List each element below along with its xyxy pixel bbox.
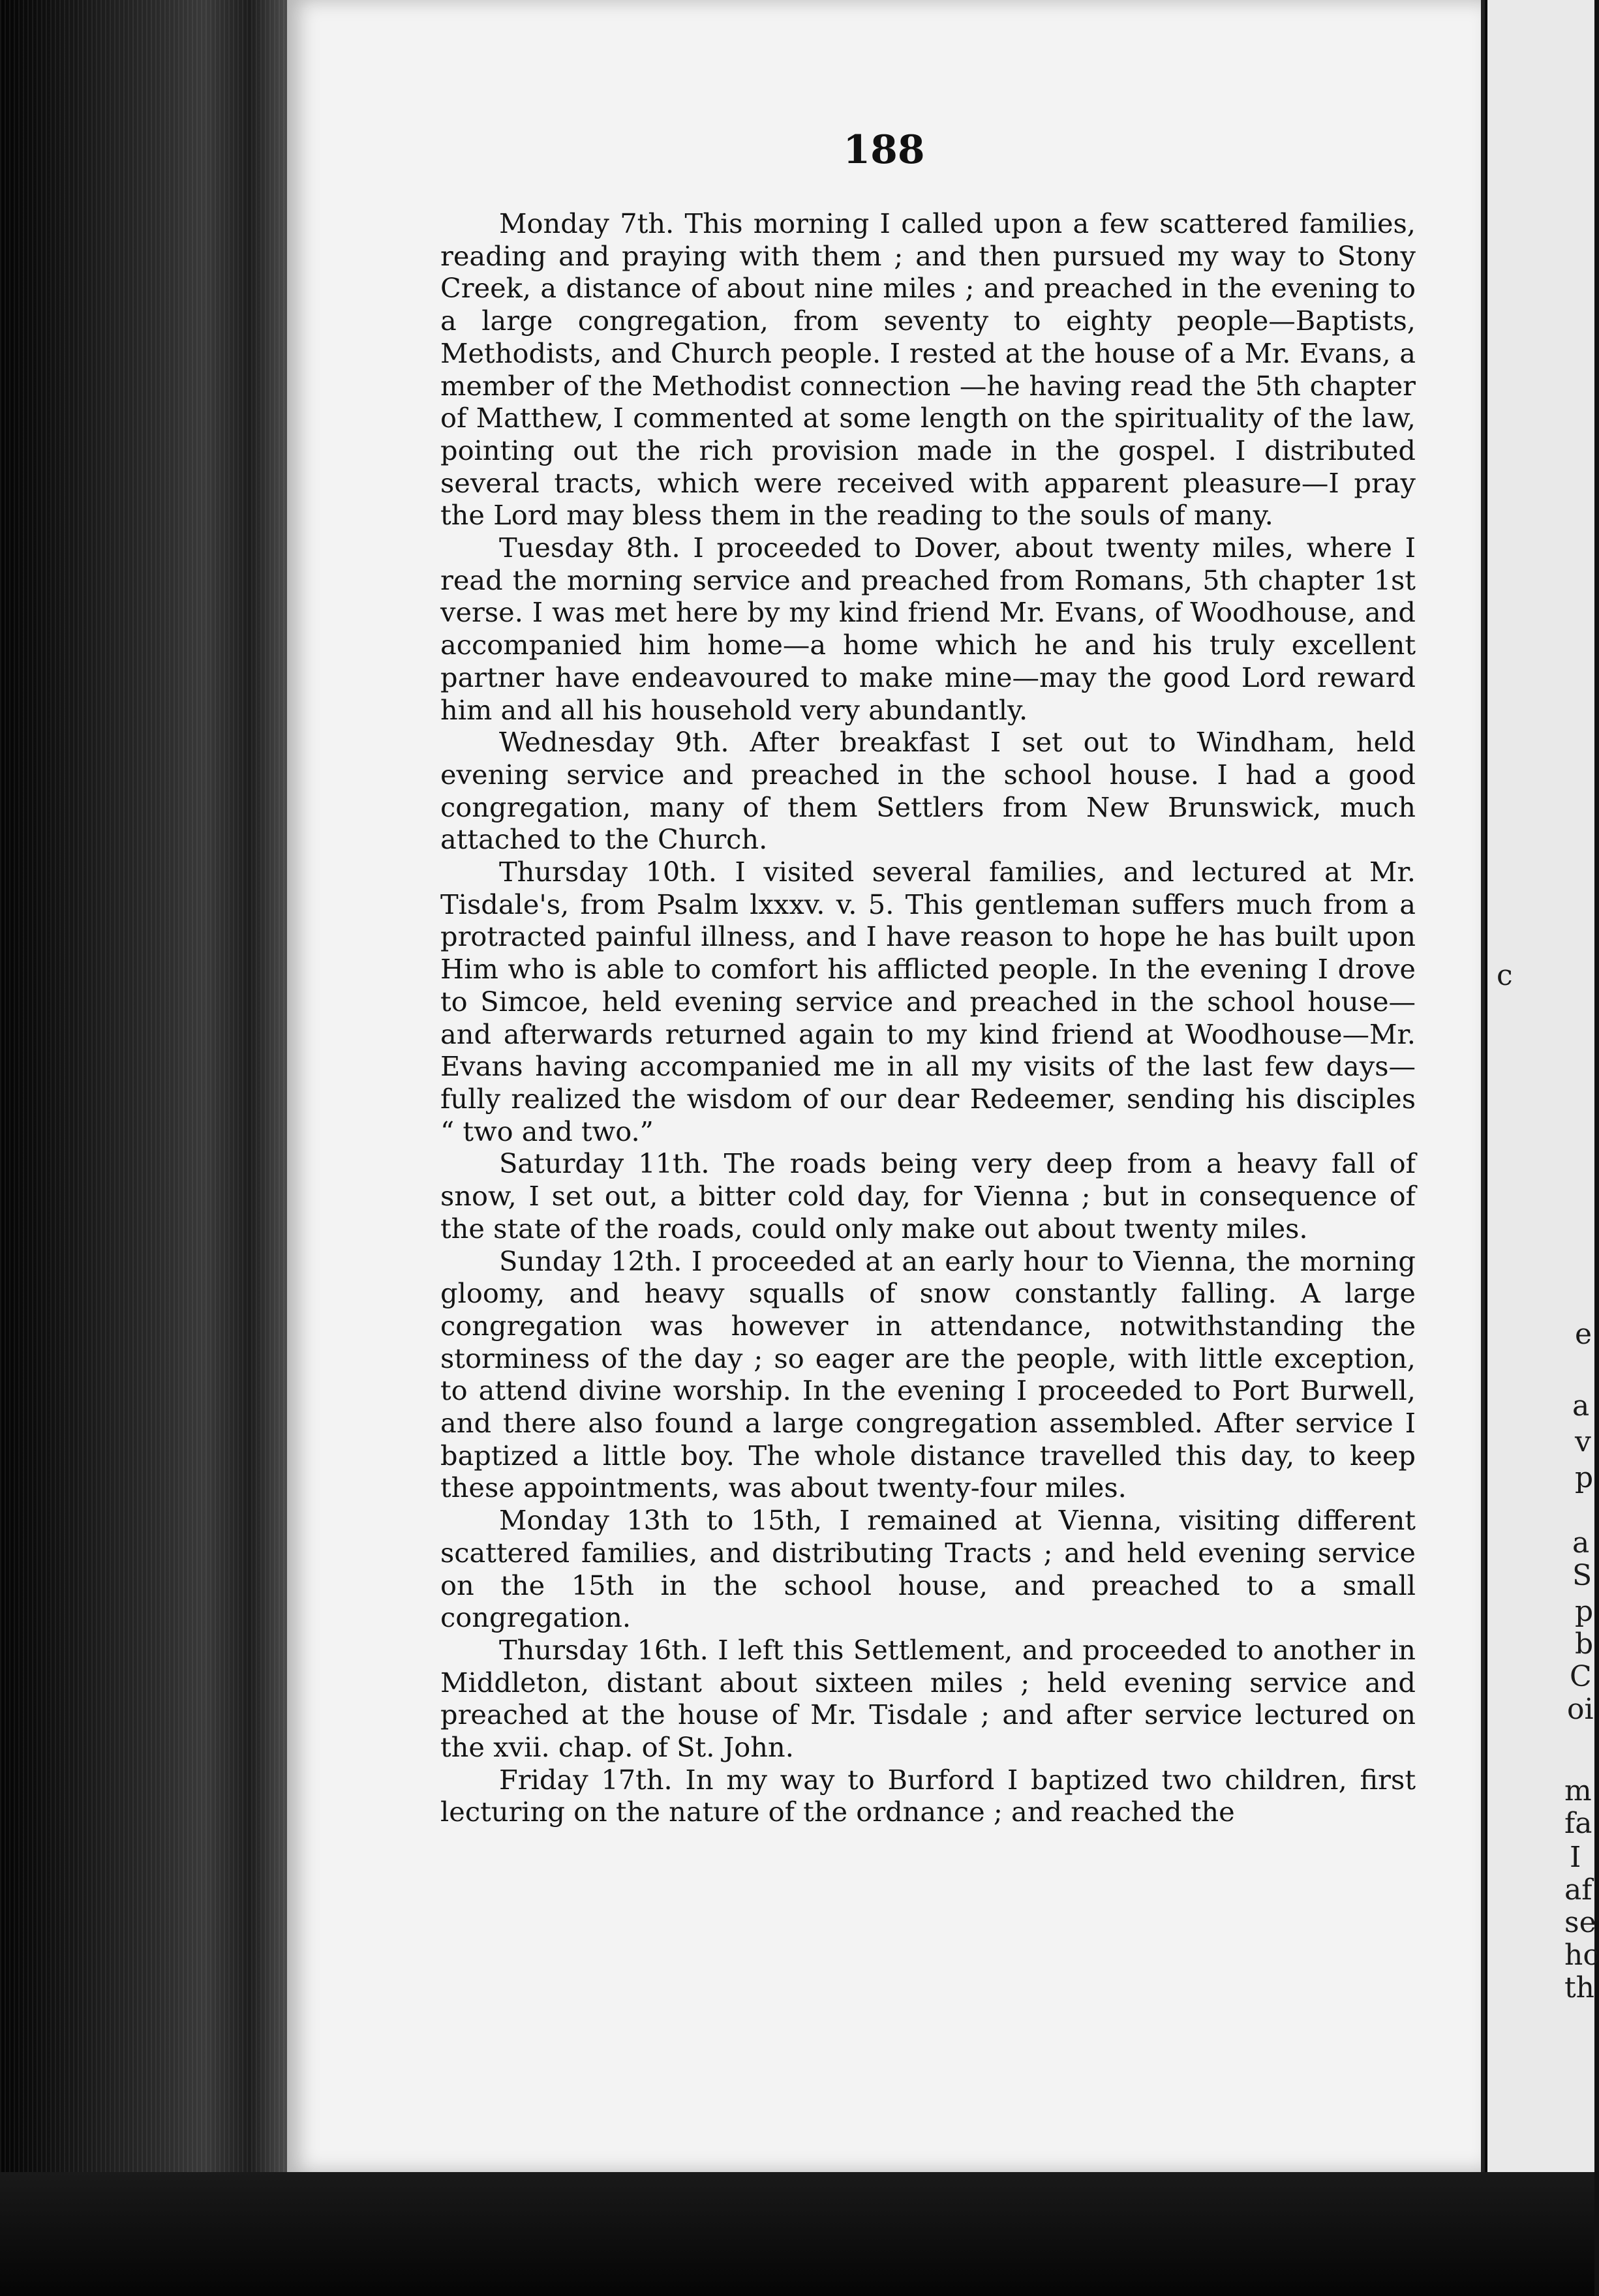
paragraph-saturday-11th: Saturday 11th. The roads being very deep from a heavy fall of snow, I set out, a bitter cold day, for Vienna ; but in consequence of the state of the roads, could only make out about twenty miles. <box>440 1147 1416 1245</box>
paragraph-friday-17th: Friday 17th. In my way to Burford I baptized two children, first lecturing on the nature of the ordnance ; and reached the <box>440 1763 1416 1828</box>
facing-fragment: th <box>1564 1971 1595 2004</box>
book-page <box>287 0 1485 2172</box>
facing-fragment: se <box>1564 1906 1596 1939</box>
facing-fragment: b <box>1575 1627 1594 1661</box>
facing-fragment: p <box>1575 1595 1594 1628</box>
facing-fragment: I <box>1570 1841 1581 1874</box>
facing-fragment: c <box>1497 959 1513 992</box>
facing-fragment: oi <box>1567 1693 1594 1726</box>
facing-fragment: e <box>1575 1318 1592 1351</box>
page-text <box>440 207 1416 1828</box>
facing-fragment: v <box>1575 1425 1591 1458</box>
scan-bottom-shadow <box>0 2172 1594 2296</box>
facing-fragment: m <box>1564 1774 1592 1807</box>
facing-fragment: fa <box>1564 1807 1592 1840</box>
paragraph-sunday-12th: Sunday 12th. I proceeded at an early hour to Vienna, the morning gloomy, and heavy squalls of snow constantly falling. A large congregation was however in attendance, notwithstanding the storminess of the day ; so eager are the people, with little exception, to attend divine worship. In the evening I proceeded to Port Burwell, and there also found a large congregation assembled. After service I baptized a little boy. The whole distance travelled this day, to keep these appointments, was about twenty-four miles. <box>440 1245 1416 1504</box>
facing-fragment: hc <box>1564 1939 1599 1972</box>
book-binding-edge <box>0 0 294 2296</box>
facing-fragment: a <box>1572 1526 1590 1560</box>
facing-fragment: C <box>1570 1660 1592 1693</box>
paragraph-wednesday-9th: Wednesday 9th. After breakfast I set out to Windham, held evening service and preached in the school house. I had a good congregation, many of them Settlers from New Brunswick, much attached to the Church. <box>440 726 1416 856</box>
page-number: 188 <box>843 127 925 173</box>
facing-fragment: a <box>1572 1389 1590 1423</box>
facing-fragment: p <box>1575 1461 1594 1494</box>
facing-fragment: S <box>1572 1559 1592 1592</box>
paragraph-monday-7th: Monday 7th. This morning I called upon a few scattered families, reading and praying with them ; and then pursued my way to Stony Creek, a distance of about nine miles ; and preached in the evening to a large congregation, from seventy to eighty people—Baptists, Methodists, and Church people. I rested at the house of a Mr. Evans, a member of the Methodist connection —he having read the 5th chapter of Matthew, I commented at some length on the spirituality of the law, pointing out the rich provision made in the gospel. I distributed several tracts, which were received with apparent pleasure—I pray the Lord may bless them in the reading to the souls of many. <box>440 207 1416 532</box>
paragraph-tuesday-8th: Tuesday 8th. I proceeded to Dover, about twenty miles, where I read the morning service and preached from Romans, 5th chapter 1st verse. I was met here by my kind friend Mr. Evans, of Woodhouse, and accompanied him home—a home which he and his truly excellent partner have endeavoured to make mine—may the good Lord reward him and all his household very abundantly. <box>440 532 1416 726</box>
facing-page-edge <box>1487 0 1599 2218</box>
paragraph-thursday-16th: Thursday 16th. I left this Settlement, and proceeded to another in Middleton, distant about sixteen miles ; held evening service and preached at the house of Mr. Tisdale ; and after service lectured on the xvii. chap. of St. John. <box>440 1633 1416 1764</box>
paragraph-thursday-10th: Thursday 10th. I visited several families, and lectured at Mr. Tisdale's, from Psalm lxxxv. v. 5. This gentleman suffers much from a protracted painful illness, and I have reason to hope he has built upon Him who is able to comfort his afflicted people. In the evening I drove to Simcoe, held evening service and preached in the school house—and afterwards returned again to my kind friend at Woodhouse—Mr. Evans having accompanied me in all my visits of the last few days—fully realized the wisdom of our dear Redeemer, sending his disciples “ two and two.” <box>440 856 1416 1147</box>
paragraph-monday-13th-15th: Monday 13th to 15th, I remained at Vienna, visiting different scattered families, and distributing Tracts ; and held evening service on the 15th in the school house, and preached to a small congregation. <box>440 1504 1416 1634</box>
facing-fragment: af <box>1564 1873 1592 1907</box>
